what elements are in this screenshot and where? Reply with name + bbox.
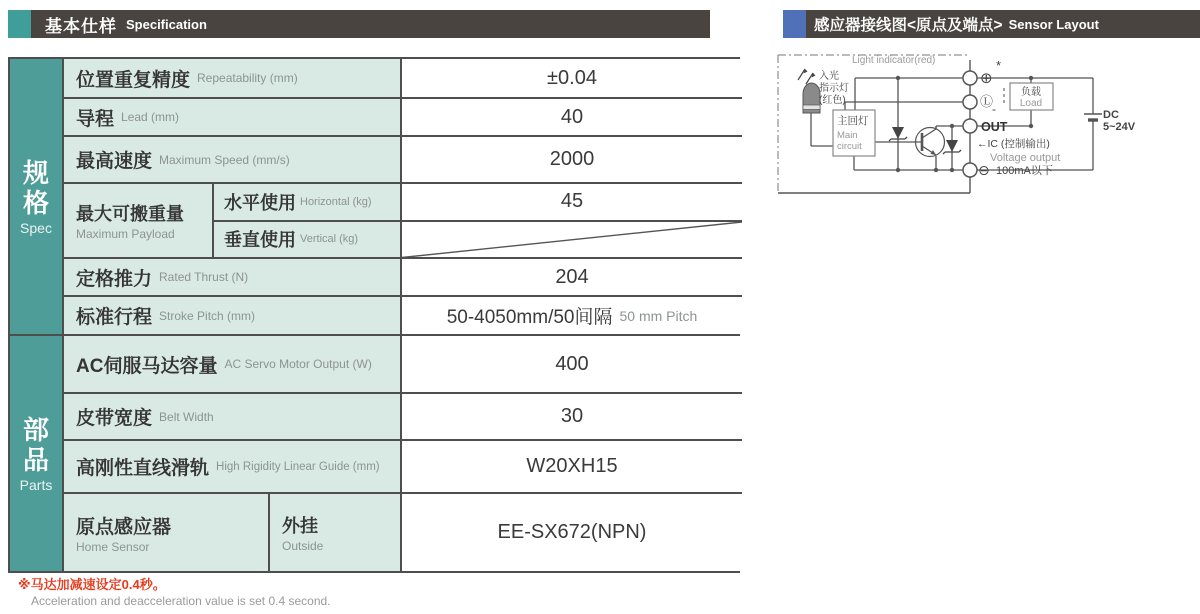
row-label — [64, 494, 270, 571]
load-en-label: Load — [1019, 98, 1043, 109]
row-value: EE-SX672(NPN) — [497, 521, 647, 543]
subrow-label-en: Horizontal (kg) — [300, 195, 372, 208]
diagonal-slash — [402, 222, 742, 258]
row-value-cell — [402, 259, 742, 295]
voltage-output-label: Voltage output — [990, 152, 1061, 164]
row-label-en: Belt Width — [159, 409, 214, 424]
row-label-zh: 定格推力 — [76, 268, 153, 290]
main-circuit-zh-label: 主回灯 — [837, 115, 869, 127]
row-label-en: Rated Thrust (N) — [159, 270, 249, 284]
blue-accent-square — [783, 10, 806, 38]
footnote-en: Acceleration and deacceleration value is set 0.4 second. — [31, 594, 331, 608]
row-label-en: Home Sensor — [76, 539, 150, 554]
section-parts-rows — [64, 336, 742, 571]
row-label — [64, 184, 214, 257]
subrow-value-cell-empty — [402, 222, 742, 258]
row-label-zh: AC伺服马达容量 — [76, 355, 218, 377]
row-label-en: Stroke Pitch (mm) — [159, 308, 256, 323]
light-zh-label-3: (红色) — [819, 95, 846, 106]
ic-output-label: ←IC (控制输出) — [977, 138, 1050, 150]
row-label — [64, 59, 402, 97]
section-parts-tab-zh — [22, 415, 50, 475]
terminal-l-label: Ⓛ — [980, 94, 994, 109]
row-label-zh: 最大可搬重量 — [76, 204, 184, 224]
table-row — [64, 59, 742, 99]
row-label — [64, 394, 402, 439]
specification-table — [8, 57, 740, 573]
row-value-cell — [402, 297, 742, 334]
zener-diode-right-icon — [943, 140, 961, 154]
row-value-cell — [402, 99, 742, 135]
row-sublabel-zh: 外挂 — [282, 516, 318, 536]
zener-diode-left-icon — [889, 127, 907, 141]
terminal-star-label: * — [996, 58, 1002, 73]
load-zh-label: 负载 — [1021, 87, 1041, 98]
row-value-cell — [402, 137, 742, 182]
table-subrow — [214, 222, 742, 258]
row-sublabel-en: Outside — [282, 539, 324, 553]
terminal-out-label: OUT — [981, 120, 1008, 134]
payload-subcolumn — [214, 184, 742, 257]
section-spec-tab — [10, 59, 64, 334]
light-zh-label-2: 指示灯 — [819, 83, 849, 94]
row-label-zh: 标准行程 — [76, 307, 153, 328]
main-circuit-en-label-1: Main — [837, 130, 858, 141]
row-label — [64, 441, 402, 492]
table-row — [64, 99, 742, 137]
light-zh-label-1: 入光 — [819, 71, 839, 82]
section-parts-tab-en: Parts — [19, 476, 53, 493]
table-row — [64, 259, 742, 297]
table-row-payload — [64, 184, 742, 259]
subrow-label — [214, 184, 402, 220]
subrow-label-en: Vertical (kg) — [300, 233, 359, 246]
dc-label: DC — [1103, 109, 1119, 121]
row-value: 204 — [555, 265, 589, 288]
subrow-label-zh: 水平使用 — [224, 192, 296, 213]
subrow-value-cell — [402, 184, 742, 220]
spec-tab-char: 规格 — [22, 157, 49, 218]
table-row — [64, 137, 742, 184]
row-label — [64, 259, 402, 295]
section-parts — [10, 336, 738, 571]
light-indicator-en-label: Light indicator(red) — [852, 55, 936, 66]
footnote-zh: ※马达加减速设定0.4秒。 — [18, 577, 166, 592]
row-value-cell — [402, 494, 742, 571]
spec-header-title-en: Specification — [126, 16, 207, 32]
row-value: 50-4050mm/50间隔 — [446, 307, 613, 328]
row-value: 30 — [560, 405, 584, 427]
subrow-label — [214, 222, 402, 258]
teal-accent-square — [8, 10, 31, 38]
row-label-zh: 原点感应器 — [76, 516, 172, 538]
row-label — [64, 137, 402, 182]
row-value-cell — [402, 394, 742, 439]
led-indicator-icon — [798, 69, 820, 113]
row-label-zh: 位置重复精度 — [76, 69, 191, 91]
dc-voltage-label: 5~24V — [1103, 121, 1136, 133]
section-spec — [10, 59, 738, 336]
table-row — [64, 297, 742, 334]
row-label-zh: 高刚性直线滑轨 — [76, 458, 210, 479]
row-value: W20XH15 — [526, 455, 618, 477]
row-label-en: Maximum Payload — [76, 227, 175, 241]
row-value-cell — [402, 59, 742, 97]
table-row-home-sensor — [64, 494, 742, 571]
sensor-wiring-diagram — [772, 50, 1200, 200]
table-row — [64, 441, 742, 494]
terminal-l-dash-label: - — [992, 102, 996, 116]
table-subrow — [214, 184, 742, 222]
section-spec-rows — [64, 59, 742, 334]
terminal-plus-label: ⊕ — [980, 70, 993, 87]
row-sublabel — [270, 494, 402, 571]
row-label-en: AC Servo Motor Output (W) — [224, 357, 372, 371]
row-label-en: Lead (mm) — [121, 110, 180, 124]
row-value: 40 — [560, 105, 584, 128]
parts-tab-char: 部品 — [22, 414, 49, 475]
row-label-en: Repeatability (mm) — [197, 71, 298, 85]
sensor-header-bar — [783, 10, 1200, 38]
table-row — [64, 394, 742, 441]
row-label — [64, 99, 402, 135]
subrow-value: 45 — [560, 190, 584, 213]
row-label-en: Maximum Speed (mm/s) — [159, 152, 290, 167]
row-label-zh: 皮带宽度 — [76, 408, 153, 429]
sensor-header-title — [806, 10, 1200, 38]
row-value-cell — [402, 336, 742, 392]
current-limit-label: 100mA以下 — [996, 165, 1053, 177]
row-value: 2000 — [549, 148, 595, 170]
row-value: 400 — [555, 352, 589, 375]
section-spec-tab-zh — [22, 158, 50, 218]
row-label-en: High Rigidity Linear Guide (mm) — [216, 460, 380, 473]
row-value-cell — [402, 441, 742, 492]
terminal-minus-label: ⊖ — [978, 162, 990, 178]
row-value: ±0.04 — [547, 66, 597, 89]
sensor-header-title-zh: 感应器接线图<原点及端点> — [814, 17, 1003, 34]
row-label-zh: 导程 — [76, 108, 115, 130]
section-spec-tab-en: Spec — [20, 219, 52, 236]
spec-header-title — [31, 10, 710, 38]
sensor-header-title-en: Sensor Layout — [1008, 16, 1099, 32]
row-label — [64, 297, 402, 334]
main-circuit-en-label-2: circuit — [837, 141, 862, 152]
row-label-zh: 最高速度 — [76, 151, 153, 172]
table-row — [64, 336, 742, 394]
subrow-label-zh: 垂直使用 — [224, 230, 296, 251]
row-label — [64, 336, 402, 392]
wiring-diagram-svg — [772, 50, 1200, 200]
section-parts-tab — [10, 336, 64, 571]
spec-header-bar — [8, 10, 710, 38]
row-value-en: 50 mm Pitch — [619, 307, 698, 324]
spec-header-title-zh: 基本仕样 — [45, 16, 117, 36]
